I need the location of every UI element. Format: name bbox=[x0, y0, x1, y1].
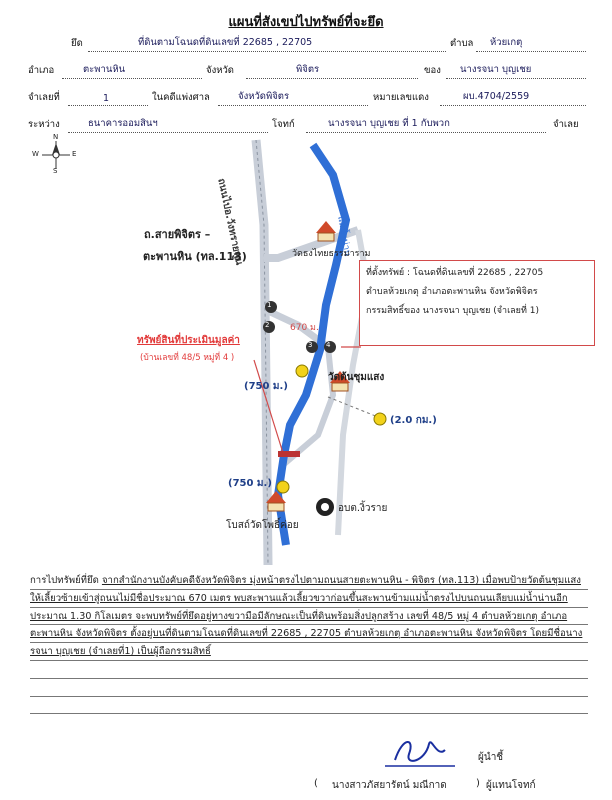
seize-line bbox=[88, 51, 446, 52]
form-row-amphoe bbox=[28, 63, 588, 81]
signature-icon bbox=[385, 732, 455, 772]
distance-2km: (2.0 กม.) bbox=[390, 415, 437, 426]
tambon-value: ห้วยเกตุ bbox=[490, 37, 523, 48]
debtor-no-label: จำเลยที่ bbox=[28, 92, 60, 103]
yellow-marker-1 bbox=[296, 365, 308, 377]
info-line-3: กรรมสิทธิ์ของ นางรจนา บุญเชย (จำเลยที่ 1) bbox=[366, 306, 539, 316]
debtor-no-value: 1 bbox=[103, 93, 110, 104]
tambon-line bbox=[476, 51, 586, 52]
tambon-label: ตำบล bbox=[450, 38, 474, 49]
amphoe-line bbox=[62, 78, 202, 79]
compass-icon bbox=[42, 141, 70, 169]
road-vertical-label: ถนนไปอ.วังทรายพูน bbox=[215, 177, 245, 267]
compass-s: S bbox=[53, 167, 58, 175]
sketch-map bbox=[28, 135, 588, 565]
case-no-line bbox=[440, 105, 586, 106]
signer-name: นางสาวภัสยารัตน์ มณีกาด bbox=[332, 780, 447, 791]
owner-value: นางรจนา บุญเชย bbox=[460, 64, 532, 75]
district-office-label: อบต.งิ้วราย bbox=[338, 503, 388, 514]
seize-value: ที่ดินตามโฉนดที่ดินเลขที่ 22685 , 22705 bbox=[138, 37, 313, 48]
defendant-label: จำเลย bbox=[553, 119, 579, 130]
plaintiff-line bbox=[68, 132, 268, 133]
plaintiff-value: ธนาคารออมสินฯ bbox=[88, 118, 158, 129]
distance-750-b: (750 ม.) bbox=[228, 478, 272, 489]
directions-section bbox=[30, 572, 588, 661]
distance-670: 670 ม. bbox=[290, 323, 319, 333]
marker-4-text: 4 bbox=[326, 341, 331, 349]
court-label: ในคดีแพ่งศาล bbox=[152, 92, 210, 103]
form-row-parties bbox=[28, 117, 588, 135]
marker-3-text: 3 bbox=[308, 341, 313, 349]
defendant-value: นางรจนา บุญเชย ที่ 1 กับพวก bbox=[328, 118, 450, 129]
case-no-label: หมายเลขแดง bbox=[373, 92, 429, 103]
form-row-case bbox=[28, 90, 588, 108]
road-label-2: ตะพานหิน (ทล.113) bbox=[143, 250, 247, 263]
marker-2-text: 2 bbox=[265, 321, 270, 329]
road-vertical bbox=[256, 140, 268, 565]
temple-1-label: วัดธงไทยธรรมาราม bbox=[292, 249, 371, 259]
open-paren: ( bbox=[314, 778, 318, 789]
page-title: แผนที่สังเขปไปทรัพย์ที่จะยึด bbox=[228, 15, 384, 30]
province-line bbox=[246, 78, 418, 79]
compass-n: N bbox=[53, 133, 59, 141]
case-no-value: ผบ.4704/2559 bbox=[463, 91, 530, 102]
temple-2-label: วัดต้นชุมแสง bbox=[328, 372, 385, 383]
between-label: ระหว่าง bbox=[28, 119, 60, 130]
yellow-marker-3 bbox=[374, 413, 386, 425]
directions-label: การไปทรัพย์ที่ยึด bbox=[30, 575, 99, 586]
close-paren: ) bbox=[476, 778, 480, 789]
info-line-2: ตำบลห้วยเกตุ อำเภอตะพานหิน จังหวัดพิจิตร bbox=[366, 287, 538, 297]
distance-750-a: (750 ม.) bbox=[244, 381, 288, 392]
court-line bbox=[218, 105, 368, 106]
province-label: จังหวัด bbox=[206, 65, 234, 76]
seize-label: ยึด bbox=[71, 38, 83, 49]
appraised-sub: (บ้านเลขที่ 48/5 หมู่ที่ 4 ) bbox=[140, 353, 235, 363]
marker-1-text: 1 bbox=[267, 301, 272, 309]
district-office-icon bbox=[316, 498, 334, 516]
appraised-label: ทรัพย์สินที่ประเมินมูลค่า bbox=[137, 335, 240, 346]
plaintiff-label: โจทก์ bbox=[272, 119, 295, 130]
compass-e: E bbox=[72, 150, 77, 158]
signature-area bbox=[0, 730, 612, 800]
info-line-1: ที่ตั้งทรัพย์ : โฉนดที่ดินเลขที่ 22685 , 22705 bbox=[366, 268, 544, 278]
school-label: โบสถ์วัดโพธิ์ค่อย bbox=[226, 520, 299, 531]
form-row-seize bbox=[28, 36, 588, 54]
amphoe-label: อำเภอ bbox=[28, 65, 55, 76]
debtor-no-line bbox=[68, 105, 148, 106]
court-value: จังหวัดพิจิตร bbox=[238, 91, 290, 102]
river-label: แม่น้ำน่าน bbox=[335, 215, 353, 257]
yellow-marker-2 bbox=[277, 481, 289, 493]
pointer-label: ผู้นำชี้ bbox=[478, 752, 504, 763]
directions-text bbox=[30, 572, 588, 661]
amphoe-value: ตะพานหิน bbox=[83, 64, 126, 75]
signer-role: ผู้แทนโจทก์ bbox=[486, 780, 536, 791]
owner-label: ของ bbox=[424, 65, 441, 76]
map-graphic bbox=[28, 135, 588, 565]
temple-icon-1 bbox=[316, 221, 336, 241]
owner-line bbox=[446, 78, 586, 79]
directions-body: จากสำนักงานบังคับคดีจังหวัดพิจิตร มุ่งหน้าตรงไปตามถนนสายตะพานหิน - พิจิตร (ทล.113) เมื่อพบป้ายวัดต้นชุมแสงให้เลี้ยวซ้ายเข้าสู่ถนนไม่มีชื่อประมาณ 670 เมตร พบสะพานแล้วเลี้ยวขวาก่อนขึ้นสะพานข้ามแม่น้ำตรงไปบนถนนเลียบแม่น้ำน่านอีกประมาณ 1.30 กิโลเมตร จะพบทรัพย์ที่ยึดอยู่ทางขวามือมีลักษณะเป็นที่ดินพร้อมสิ่งปลูกสร้าง เลขที่ 48/5 หมู่ 4 ตำบลห้วยเกตุ อำเภอตะพานหิน จังหวัดพิจิตร ตั้งอยู่บนที่ดินตามโฉนดที่ดินเลขที่ 22685 , 22705 ตำบลห้วยเกตุ อำเภอตะพานหิน จังหวัดพิจิตร โดยมีชื่อนางรจนา บุญเชย (จำเลยที่1) เป็นผู้ถือกรรมสิทธิ์ bbox=[30, 575, 583, 658]
road-label-1: ถ.สายพิจิตร – bbox=[144, 228, 211, 241]
province-value: พิจิตร bbox=[296, 64, 320, 75]
property-info-box bbox=[359, 260, 595, 346]
compass-w: W bbox=[32, 150, 39, 158]
defendant-line bbox=[306, 132, 546, 133]
appraised-lot bbox=[278, 451, 300, 457]
